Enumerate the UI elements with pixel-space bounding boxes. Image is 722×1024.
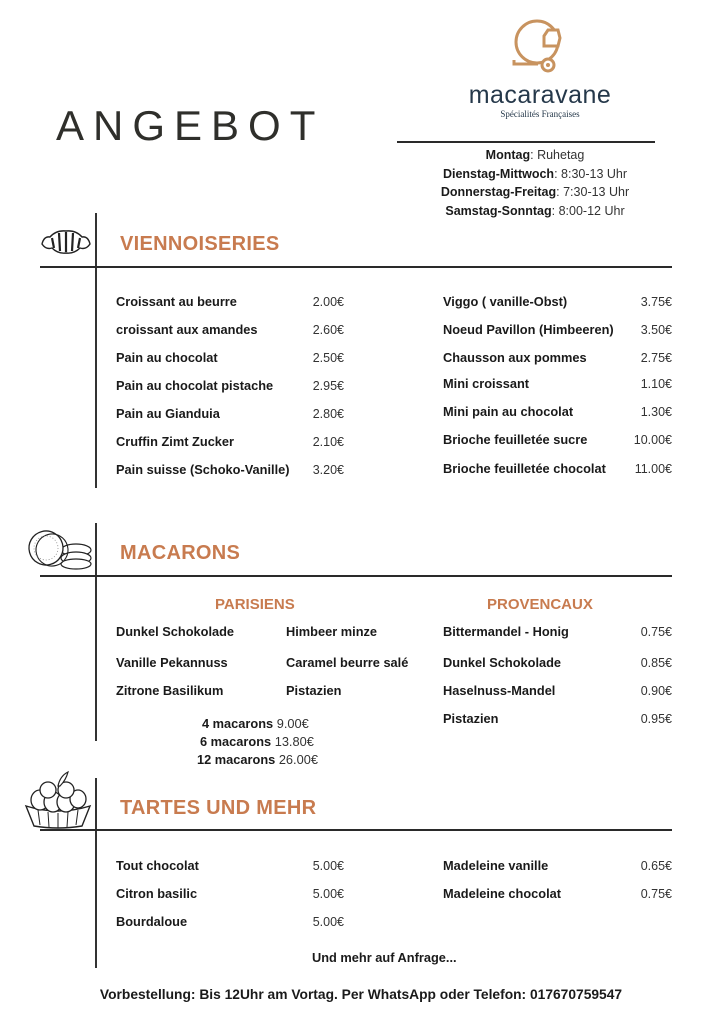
menu-item-name: Haselnuss-Mandel — [443, 683, 556, 698]
menu-item-name: Citron basilic — [116, 886, 198, 901]
menu-item-price: 2.60€ — [312, 323, 344, 337]
section-hline — [40, 266, 672, 268]
menu-item-name: Noeud Pavillon (Himbeeren) — [443, 322, 614, 337]
menu-item-name: Mini pain au chocolat — [443, 404, 574, 419]
macaron-icon — [26, 528, 92, 570]
macaron-flavor: Himbeer minze — [286, 624, 378, 639]
menu-item-name: Chausson aux pommes — [443, 350, 587, 365]
macaron-flavor: Pistazien — [286, 683, 342, 698]
hours-day: Donnerstag-Freitag — [440, 185, 557, 199]
tart-icon — [22, 770, 94, 830]
menu-item-price: 2.80€ — [312, 407, 344, 421]
macaron-flavor: Vanille Pekannuss — [116, 655, 228, 670]
hours-day: Dienstag-Mittwoch — [442, 166, 555, 181]
logo-tagline: Spécialités Françaises — [500, 109, 580, 119]
menu-item-name: Pain au chocolat pistache — [116, 378, 274, 393]
menu-item-name: Dunkel Schokolade — [443, 655, 562, 670]
macaron-pack — [200, 733, 314, 751]
hours-sep: : — [554, 166, 562, 181]
macaron-pack — [202, 715, 309, 733]
hours-time: Ruhetag — [537, 148, 585, 162]
hours-day: Samstag-Sonntag — [445, 203, 552, 218]
croissant-icon — [40, 228, 92, 256]
macaron-flavor: Dunkel Schokolade — [116, 624, 235, 639]
menu-item-price: 0.90€ — [640, 684, 672, 698]
menu-item-name: Viggo ( vanille-Obst) — [443, 294, 568, 309]
more-on-request: Und mehr auf Anfrage... — [312, 950, 457, 965]
pack-price: 9.00€ — [276, 716, 309, 731]
menu-item-price: 2.10€ — [312, 435, 344, 449]
section-hline — [40, 829, 672, 831]
menu-item-price: 0.65€ — [640, 859, 672, 873]
menu-item-price: 2.50€ — [312, 351, 344, 365]
hours-time: 8:00-12 Uhr — [558, 203, 625, 218]
menu-item-price: 0.85€ — [640, 656, 672, 670]
menu-item-price: 10.00€ — [633, 433, 672, 447]
menu-item-name: Tout chocolat — [116, 858, 199, 873]
logo — [508, 16, 572, 76]
pack-label: 12 macarons — [197, 752, 276, 767]
hours-sep: : — [551, 203, 559, 218]
macaron-pack — [197, 751, 318, 769]
hours-sep: : — [556, 185, 564, 199]
menu-item-name: Madeleine vanille — [443, 858, 549, 873]
menu-item-price: 0.75€ — [640, 887, 672, 901]
subsection-title: PROVENCAUX — [487, 596, 593, 613]
menu-item-name: Pain au Gianduia — [116, 406, 220, 421]
menu-item-name: Brioche feuilletée sucre — [443, 432, 588, 447]
menu-item-price: 3.75€ — [640, 295, 672, 309]
menu-item-name: Brioche feuilletée chocolat — [443, 461, 606, 476]
subsection-title: PARISIENS — [215, 596, 295, 613]
hours-row — [400, 183, 670, 202]
pack-price: 13.80€ — [274, 734, 314, 749]
menu-item-name: Croissant au beurre — [116, 294, 237, 309]
menu-item-price: 5.00€ — [312, 915, 344, 929]
section-vline — [95, 213, 97, 488]
pack-label: 4 macarons — [202, 716, 274, 731]
menu-item-price: 5.00€ — [312, 887, 344, 901]
menu-item-price: 11.00€ — [634, 462, 672, 476]
section-title: MACARONS — [120, 542, 241, 564]
menu-item-price: 3.20€ — [312, 463, 344, 477]
menu-item-name: Pistazien — [443, 711, 499, 726]
menu-item-name: Pain au chocolat — [116, 350, 218, 365]
menu-item-price: 5.00€ — [312, 859, 344, 873]
menu-item-price: 1.10€ — [640, 377, 672, 391]
menu-item-name: Bittermandel - Honig — [443, 624, 569, 639]
menu-item-price: 3.50€ — [640, 323, 672, 337]
menu-item-name: croissant aux amandes — [116, 322, 258, 337]
hours-day: Montag — [485, 148, 531, 162]
page-title: ANGEBOT — [56, 102, 325, 149]
hours-time: 7:30-13 Uhr — [563, 185, 630, 199]
pack-label: 6 macarons — [200, 734, 272, 749]
logo-name: macaravane — [468, 81, 612, 109]
menu-item-name: Madeleine chocolat — [443, 886, 562, 901]
menu-item-price: 2.00€ — [312, 295, 344, 309]
menu-item-price: 0.75€ — [640, 625, 672, 639]
menu-item-price: 0.95€ — [640, 712, 672, 726]
section-title: TARTES UND MEHR — [120, 797, 317, 819]
menu-item-name: Pain suisse (Schoko-Vanille) — [116, 462, 290, 477]
section-vline — [95, 778, 97, 968]
hours-row — [400, 202, 670, 221]
menu-item-price: 2.95€ — [312, 379, 344, 393]
preorder-footer: Vorbestellung: Bis 12Uhr am Vortag. Per WhatsApp oder Telefon: 017670759547 — [99, 987, 623, 1002]
hours-time: 8:30-13 Uhr — [561, 166, 628, 181]
opening-hours — [400, 146, 670, 220]
section-title: VIENNOISERIES — [120, 233, 280, 255]
section-hline — [40, 575, 672, 577]
menu-item-name: Mini croissant — [443, 376, 530, 391]
menu-item-name: Cruffin Zimt Zucker — [116, 434, 235, 449]
section-vline — [95, 523, 97, 741]
menu-item-price: 1.30€ — [640, 405, 672, 419]
divider — [397, 141, 655, 143]
caravan-logo-icon — [508, 16, 572, 76]
hours-row — [400, 165, 670, 184]
hours-sep: : — [530, 148, 538, 162]
macaron-flavor: Caramel beurre salé — [286, 655, 409, 670]
menu-item-price: 2.75€ — [640, 351, 672, 365]
hours-row — [400, 146, 670, 165]
pack-price: 26.00€ — [278, 752, 318, 767]
macaron-flavor: Zitrone Basilikum — [116, 683, 224, 698]
menu-item-name: Bourdaloue — [116, 914, 188, 929]
